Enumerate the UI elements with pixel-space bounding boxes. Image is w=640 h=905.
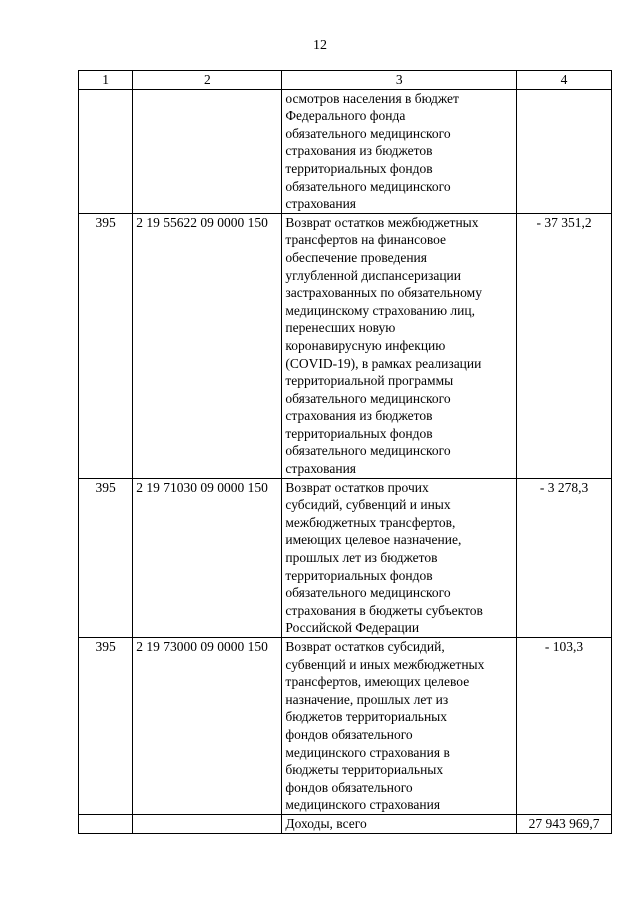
description-line: медицинского страхования — [285, 797, 441, 813]
column-header-description: 3 — [282, 71, 517, 90]
description-line: Возврат остатков прочих — [285, 479, 429, 495]
cell-amount — [517, 89, 612, 213]
table-header-row — [79, 71, 612, 90]
description-line: обязательного медицинского — [285, 443, 451, 459]
cell-description — [282, 213, 517, 478]
cell-budget-code: 2 19 71030 09 0000 150 — [133, 478, 282, 637]
description-line: страхования из бюджетов — [285, 408, 433, 424]
cell-amount: - 103,3 — [517, 638, 612, 815]
description-line: страхования из бюджетов — [285, 143, 433, 159]
description-line: (COVID-19), в рамках реализации — [285, 355, 482, 371]
description-line: страхования в бюджеты субъектов — [285, 602, 483, 618]
description-line: Российской Федерации — [285, 620, 420, 636]
description-line: обязательного медицинского — [285, 178, 451, 194]
description-line: обеспечение проведения — [285, 249, 427, 265]
table-body — [79, 89, 612, 833]
description-line: бюджетов территориальных — [285, 709, 448, 725]
description-line: страхования — [285, 461, 357, 477]
column-header-code: 2 — [133, 71, 282, 90]
cell-description — [282, 89, 517, 213]
table-row — [79, 213, 612, 478]
description-line: имеющих целевое назначение, — [285, 532, 462, 548]
description-line: фондов обязательного — [285, 779, 413, 795]
cell-budget-code — [133, 814, 282, 833]
description-line: территориальных фондов — [285, 567, 433, 583]
table-row — [79, 89, 612, 213]
description-line: прошлых лет из бюджетов — [285, 550, 438, 566]
cell-budget-code — [133, 89, 282, 213]
cell-budget-code: 2 19 55622 09 0000 150 — [133, 213, 282, 478]
description-line: Федерального фонда — [285, 108, 406, 124]
cell-admin-code: 395 — [79, 638, 133, 815]
page-number: 12 — [313, 38, 327, 53]
cell-admin-code: 395 — [79, 478, 133, 637]
description-line: обязательного медицинского — [285, 585, 451, 601]
description-line: бюджеты территориальных — [285, 762, 444, 778]
description-line: осмотров населения в бюджет — [285, 90, 459, 106]
description-line: межбюджетных трансфертов, — [285, 514, 456, 530]
cell-description — [282, 478, 517, 637]
description-line: трансфертов, имеющих целевое — [285, 674, 470, 690]
column-header-admin: 1 — [79, 71, 133, 90]
description-line: территориальной программы — [285, 373, 454, 389]
table-row — [79, 638, 612, 815]
table-row — [79, 478, 612, 637]
description-line: субсидий, субвенций и иных — [285, 497, 451, 513]
table-row — [79, 814, 612, 833]
cell-admin-code: 395 — [79, 213, 133, 478]
description-line: субвенций и иных межбюджетных — [285, 656, 485, 672]
description-line: Доходы, всего — [285, 815, 367, 831]
description-line: застрахованных по обязательному — [285, 285, 482, 301]
cell-admin-code — [79, 89, 133, 213]
description-line: территориальных фондов — [285, 160, 433, 176]
column-header-amount: 4 — [517, 71, 612, 90]
cell-budget-code: 2 19 73000 09 0000 150 — [133, 638, 282, 815]
description-line: перенесших новую — [285, 320, 396, 336]
description-line: обязательного медицинского — [285, 125, 451, 141]
description-line: углубленной диспансеризации — [285, 267, 462, 283]
cell-description — [282, 638, 517, 815]
cell-description — [282, 814, 517, 833]
budget-revenue-table — [78, 70, 612, 834]
description-line: назначение, прошлых лет из — [285, 691, 449, 707]
cell-amount: - 37 351,2 — [517, 213, 612, 478]
cell-admin-code — [79, 814, 133, 833]
description-line: медицинскому страхованию лиц, — [285, 302, 475, 318]
description-line: медицинского страхования в — [285, 744, 450, 760]
description-line: трансфертов на финансовое — [285, 232, 447, 248]
description-line: обязательного медицинского — [285, 390, 451, 406]
description-line: фондов обязательного — [285, 726, 413, 742]
cell-amount: 27 943 969,7 — [517, 814, 612, 833]
description-line: коронавирусную инфекцию — [285, 337, 446, 353]
description-line: Возврат остатков межбюджетных — [285, 214, 479, 230]
description-line: страхования — [285, 196, 357, 212]
description-line: Возврат остатков субсидий, — [285, 639, 445, 654]
description-line: территориальных фондов — [285, 425, 433, 441]
cell-amount: - 3 278,3 — [517, 478, 612, 637]
